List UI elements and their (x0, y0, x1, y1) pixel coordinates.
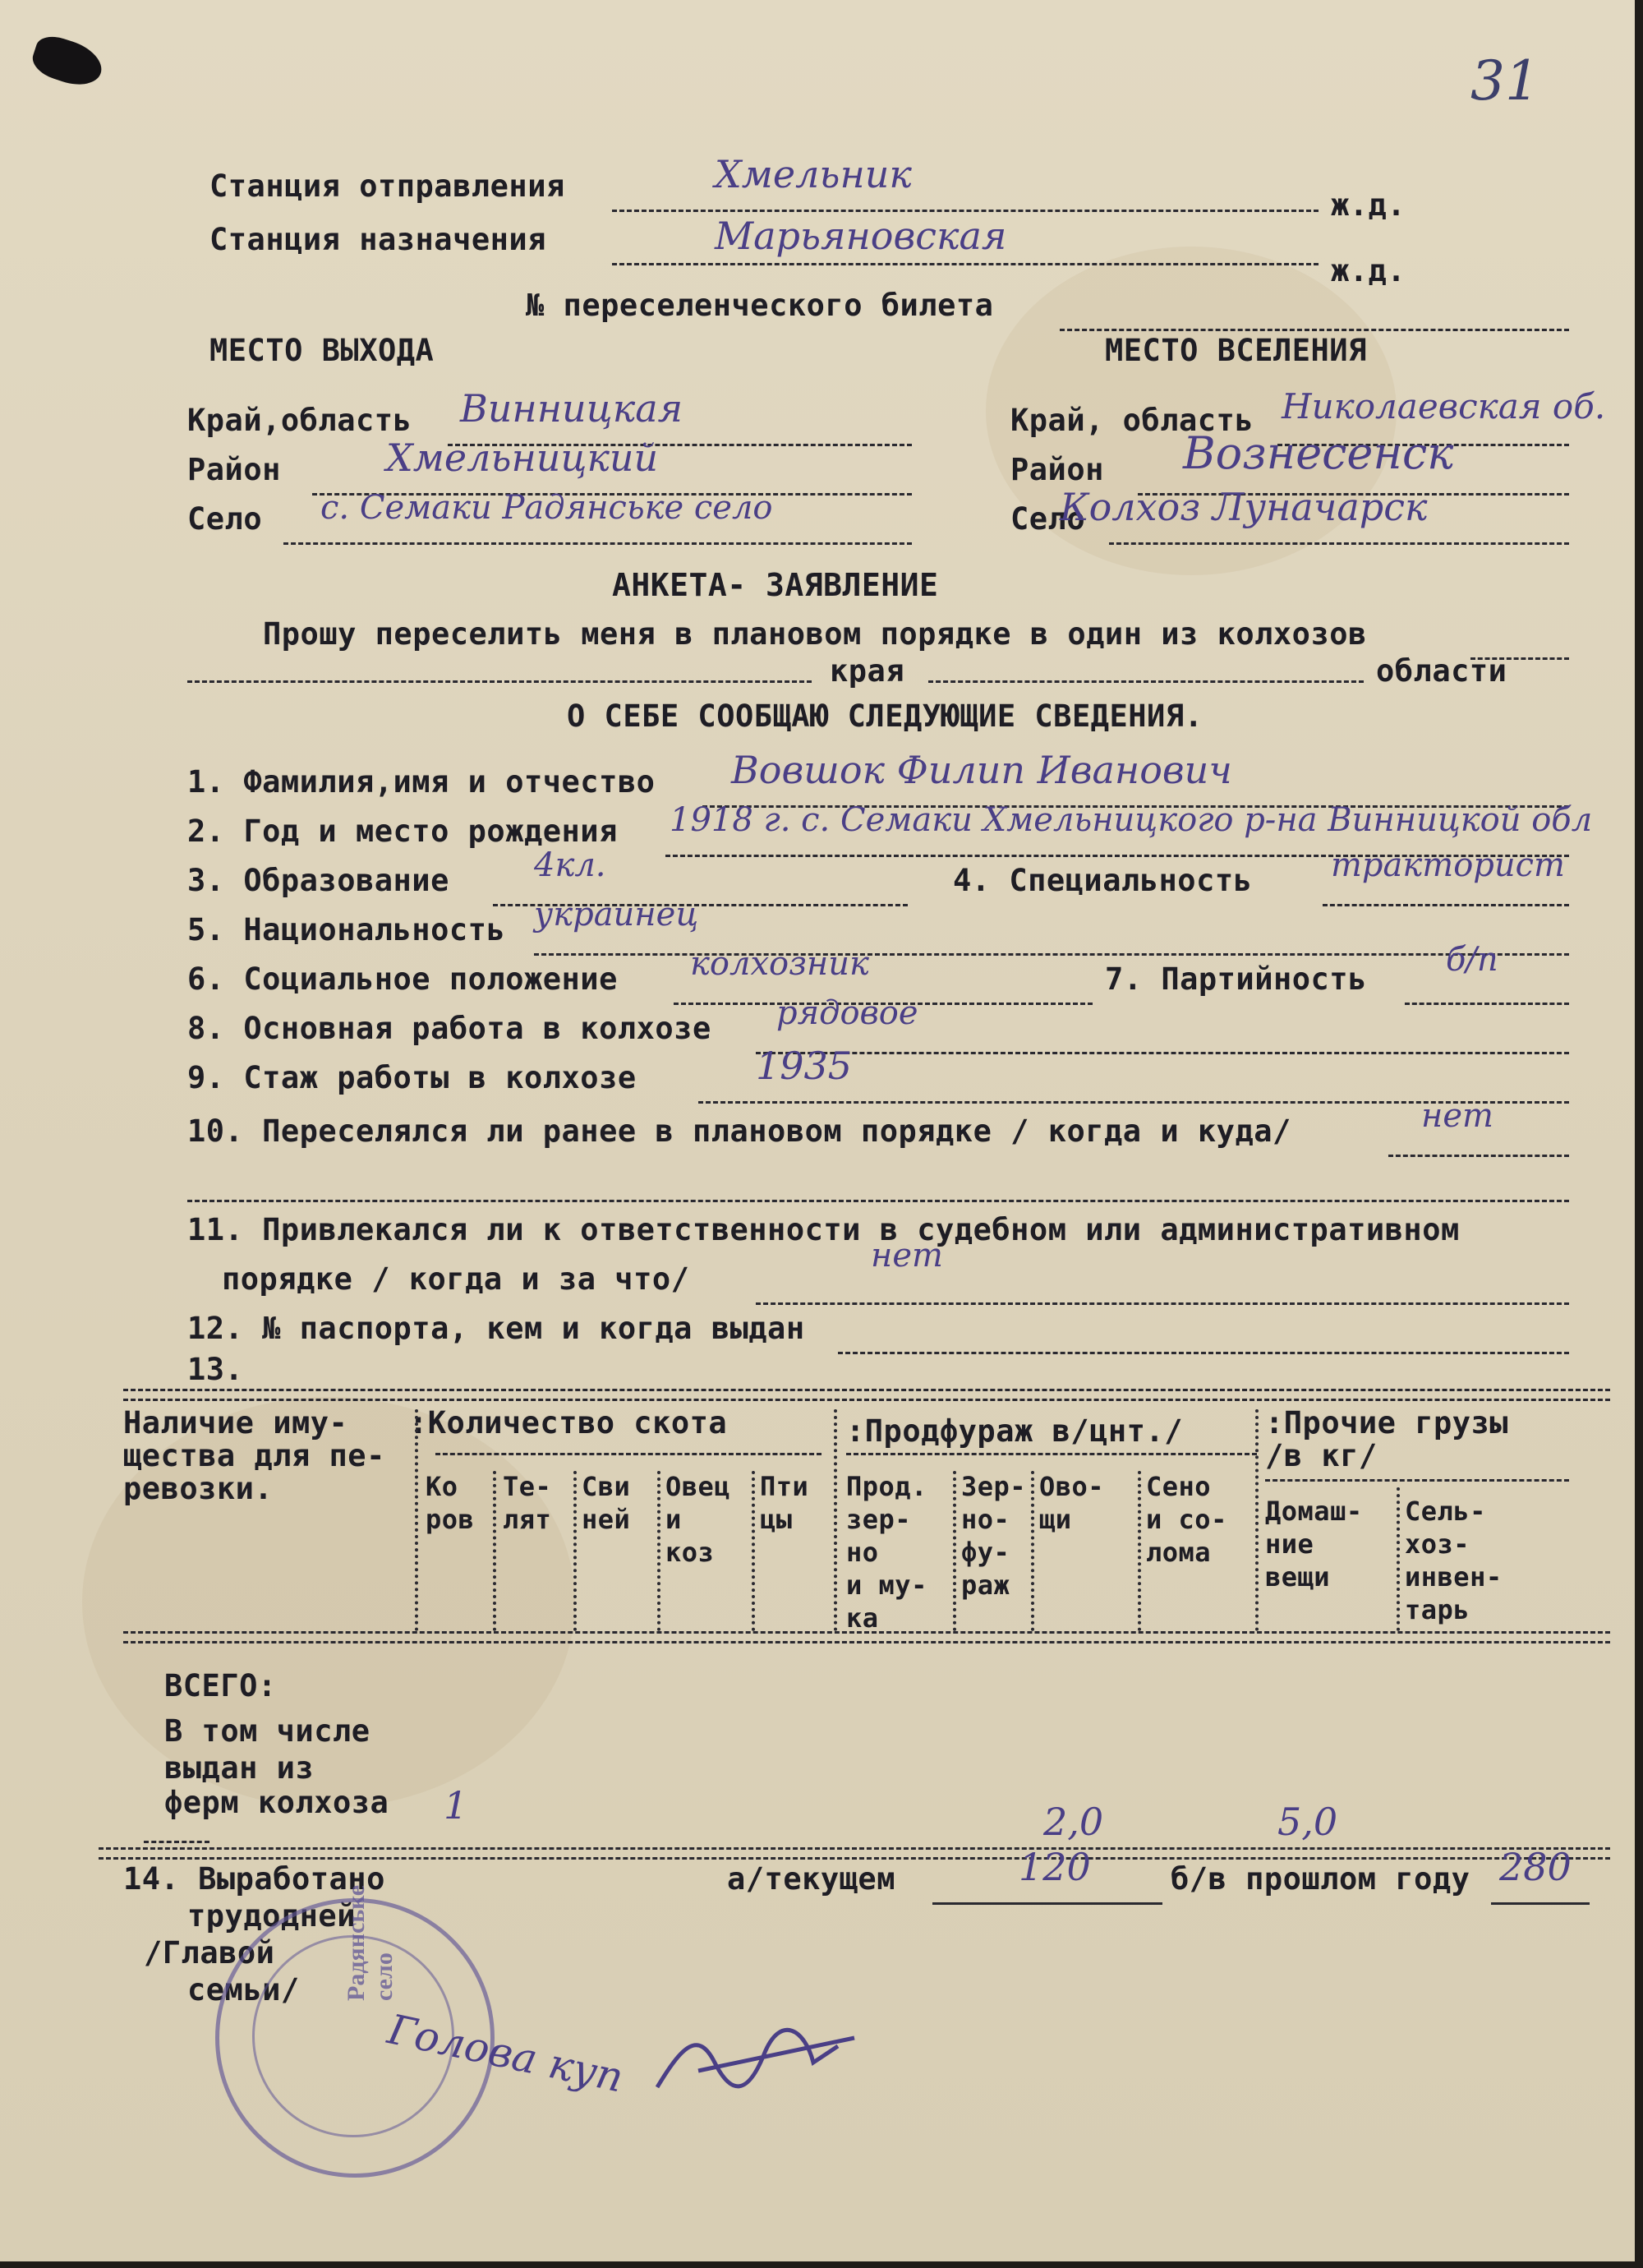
col-household-2: ние (1265, 1528, 1314, 1560)
form-title: АНКЕТА- ЗАЯВЛЕНИЕ (612, 567, 939, 603)
col-grain: Прод. (846, 1471, 927, 1502)
item-5-value: украинец (534, 896, 699, 933)
current-year-label: а/текущем (727, 1861, 895, 1897)
ticket-number-label: № переселенческого билета (526, 288, 994, 323)
column-separator (1138, 1471, 1141, 1631)
col-fodder: Зер- (961, 1471, 1027, 1502)
item-14-label: 14. Выработано (123, 1861, 385, 1897)
fill-line (187, 1200, 1569, 1202)
current-year-value: 120 (1019, 1845, 1091, 1889)
past-year-label: б/в прошлом году (1171, 1861, 1470, 1897)
past-year-value: 280 (1499, 1845, 1572, 1889)
fill-line (1265, 1479, 1569, 1482)
origin-village-label: Село (187, 501, 263, 537)
col-cows-2: ров (426, 1504, 475, 1535)
dest-village-value: Колхоз Луначарск (1060, 485, 1428, 529)
totals-rule (99, 1847, 1610, 1860)
fill-line (283, 542, 912, 545)
request-line-1: Прошу переселить меня в плановом порядке в один из колхозов (263, 616, 1367, 652)
table-top-rule (123, 1389, 1610, 1401)
item-3-value: 4кл. (534, 846, 606, 884)
col-grain-2: зер- (846, 1504, 912, 1535)
page-number: 31 (1470, 49, 1539, 113)
column-separator (752, 1471, 755, 1631)
fill-line (1323, 904, 1569, 906)
item-14-label-4: семьи/ (187, 1972, 300, 2008)
destination-station-label: Станция назначения (209, 222, 546, 257)
col-farm-tools: Сель- (1405, 1496, 1486, 1527)
departure-station-label: Станция отправления (209, 168, 565, 204)
col-grain-5: ка (846, 1602, 879, 1634)
col-property-l3: ревозки. (123, 1471, 274, 1506)
item-11-label-cont: порядке / когда и за что/ (222, 1261, 690, 1297)
ink-blot (28, 31, 107, 92)
col-pigs: Сви (582, 1471, 631, 1502)
dest-region-value: Николаевская об. (1282, 386, 1606, 426)
item-6-value: колхозник (690, 945, 869, 983)
item-8-value: рядовое (776, 994, 918, 1032)
dest-district-value: Вознесенск (1183, 427, 1454, 479)
col-property-l1: Наличие иму- (123, 1405, 348, 1441)
item-7-value: б/п (1446, 941, 1498, 979)
origin-district-value: Хмельницкий (386, 436, 659, 480)
destination-station-value: Марьяновская (715, 214, 1007, 258)
col-cows: Ко (426, 1471, 458, 1502)
item-8-label: 8. Основная работа в колхозе (187, 1011, 711, 1046)
issued-label-l3: ферм колхоза (164, 1785, 389, 1820)
column-separator (1255, 1409, 1259, 1631)
col-calves-2: лят (503, 1504, 552, 1535)
dest-region-label: Край, область (1010, 403, 1254, 438)
table-bottom-rule (123, 1631, 1610, 1643)
origin-region-value: Винницкая (460, 386, 683, 431)
fill-line (1405, 1003, 1569, 1005)
col-farm-tools-4: тарь (1405, 1594, 1470, 1625)
item-5-label: 5. Национальность (187, 912, 506, 947)
request-region-word: края (830, 653, 905, 689)
stamp-text: Радянське село (343, 1884, 398, 2001)
col-sheep-3: коз (665, 1537, 715, 1568)
column-separator (657, 1471, 660, 1631)
col-property-l2: щества для пе- (123, 1438, 385, 1473)
col-vegetables-2: щи (1039, 1504, 1072, 1535)
col-farm-tools-2: хоз- (1405, 1528, 1470, 1560)
item-10-value: нет (1421, 1097, 1493, 1135)
column-separator (1397, 1487, 1400, 1631)
fill-line (1109, 542, 1569, 545)
signatory-title: Голова куп (384, 2005, 628, 2102)
col-vegetables: Ово- (1039, 1471, 1105, 1502)
item-2-value: 1918 г. с. Семаки Хмельницкого р-на Винницкой обл (670, 801, 1593, 839)
origin-region-label: Край,область (187, 403, 412, 438)
fill-line (756, 1302, 1569, 1305)
fill-line (838, 1352, 1569, 1354)
item-1-value: Вовшок Филип Иванович (731, 748, 1232, 792)
railway-abbr: ж.д. (1331, 187, 1406, 223)
column-separator (953, 1471, 956, 1631)
section-heading: О СЕБЕ СООБЩАЮ СЛЕДУЮЩИЕ СВЕДЕНИЯ. (567, 698, 1203, 734)
col-fodder-2: но- (961, 1504, 1010, 1535)
col-hay-2: и со- (1146, 1504, 1227, 1535)
col-household-3: вещи (1265, 1561, 1331, 1593)
origin-heading: МЕСТО ВЫХОДА (209, 333, 435, 368)
col-livestock-heading: :Количество скота (409, 1405, 728, 1441)
column-separator (493, 1471, 496, 1631)
col-grain-4: и му- (846, 1570, 927, 1601)
fill-line (612, 263, 1319, 265)
item-12-label: 12. № паспорта, кем и когда выдан (187, 1311, 805, 1346)
issued-household-value: 5,0 (1277, 1800, 1338, 1844)
fill-line (1060, 329, 1569, 331)
total-label: ВСЕГО: (164, 1668, 277, 1703)
fill-line (187, 680, 812, 683)
fill-line (932, 1902, 1162, 1905)
issued-label-l1: В том числе (164, 1713, 370, 1749)
dest-district-label: Район (1010, 452, 1104, 487)
item-3-label: 3. Образование (187, 863, 449, 898)
col-fodder-3: фу- (961, 1537, 1010, 1568)
item-13-label: 13. (187, 1352, 244, 1387)
item-6-label: 6. Социальное положение (187, 961, 618, 997)
col-hay: Сено (1146, 1471, 1212, 1502)
origin-village-value: с. Семаки Радянське село (320, 489, 773, 527)
fill-line (928, 680, 1364, 683)
item-1-label: 1. Фамилия,имя и отчество (187, 764, 656, 800)
dest-village-label: Село (1010, 501, 1086, 537)
item-14-label-3: /Главой (144, 1935, 275, 1971)
item-4-value: тракторист (1331, 846, 1565, 884)
issued-fodder-value: 2,0 (1043, 1800, 1104, 1844)
fill-line (756, 1052, 1569, 1054)
item-9-label: 9. Стаж работы в колхозе (187, 1060, 637, 1095)
fill-line (612, 210, 1319, 212)
col-poultry-2: цы (760, 1504, 793, 1535)
fill-line (846, 1453, 1257, 1455)
col-other-heading: :Прочие грузы (1265, 1405, 1509, 1441)
item-2-label: 2. Год и место рождения (187, 814, 618, 849)
col-sheep-2: и (665, 1504, 682, 1535)
fill-line (144, 1841, 209, 1843)
item-9-value: 1935 (756, 1044, 853, 1088)
fill-line (435, 1453, 822, 1455)
col-farm-tools-3: инвен- (1405, 1561, 1503, 1593)
col-poultry: Пти (760, 1471, 809, 1502)
issued-cows-value: 1 (444, 1783, 468, 1828)
item-10-label: 10. Переселялся ли ранее в плановом порядке / когда и куда/ (187, 1113, 1291, 1149)
fill-line (1491, 1902, 1590, 1905)
fill-line (1388, 1155, 1569, 1157)
col-fodder-4: раж (961, 1570, 1010, 1601)
col-calves: Те- (503, 1471, 552, 1502)
signature-mark (649, 2013, 863, 2112)
column-separator (834, 1409, 837, 1631)
departure-station-value: Хмельник (715, 152, 912, 196)
col-provisions-heading: :Продфураж в/цнт./ (846, 1413, 1183, 1449)
issued-label-l2: выдан из (164, 1750, 315, 1786)
item-4-label: 4. Специальность (953, 863, 1253, 898)
railway-abbr: ж.д. (1331, 253, 1406, 288)
col-hay-3: лома (1146, 1537, 1212, 1568)
fill-line (534, 953, 1569, 956)
column-separator (573, 1471, 577, 1631)
request-oblast-word: области (1376, 653, 1507, 689)
col-other-subheading: /в кг/ (1265, 1438, 1378, 1473)
destination-heading: МЕСТО ВСЕЛЕНИЯ (1105, 333, 1367, 368)
column-separator (1031, 1471, 1034, 1631)
col-pigs-2: ней (582, 1504, 631, 1535)
item-11-value: нет (871, 1237, 943, 1275)
origin-district-label: Район (187, 452, 281, 487)
item-7-label: 7. Партийность (1105, 961, 1367, 997)
col-grain-3: но (846, 1537, 879, 1568)
col-sheep: Овец (665, 1471, 731, 1502)
column-separator (415, 1409, 418, 1631)
item-11-label: 11. Привлекался ли к ответственности в судебном или административном (187, 1212, 1460, 1247)
item-14-label-2: трудодней (187, 1898, 356, 1934)
col-household: Домаш- (1265, 1496, 1363, 1527)
